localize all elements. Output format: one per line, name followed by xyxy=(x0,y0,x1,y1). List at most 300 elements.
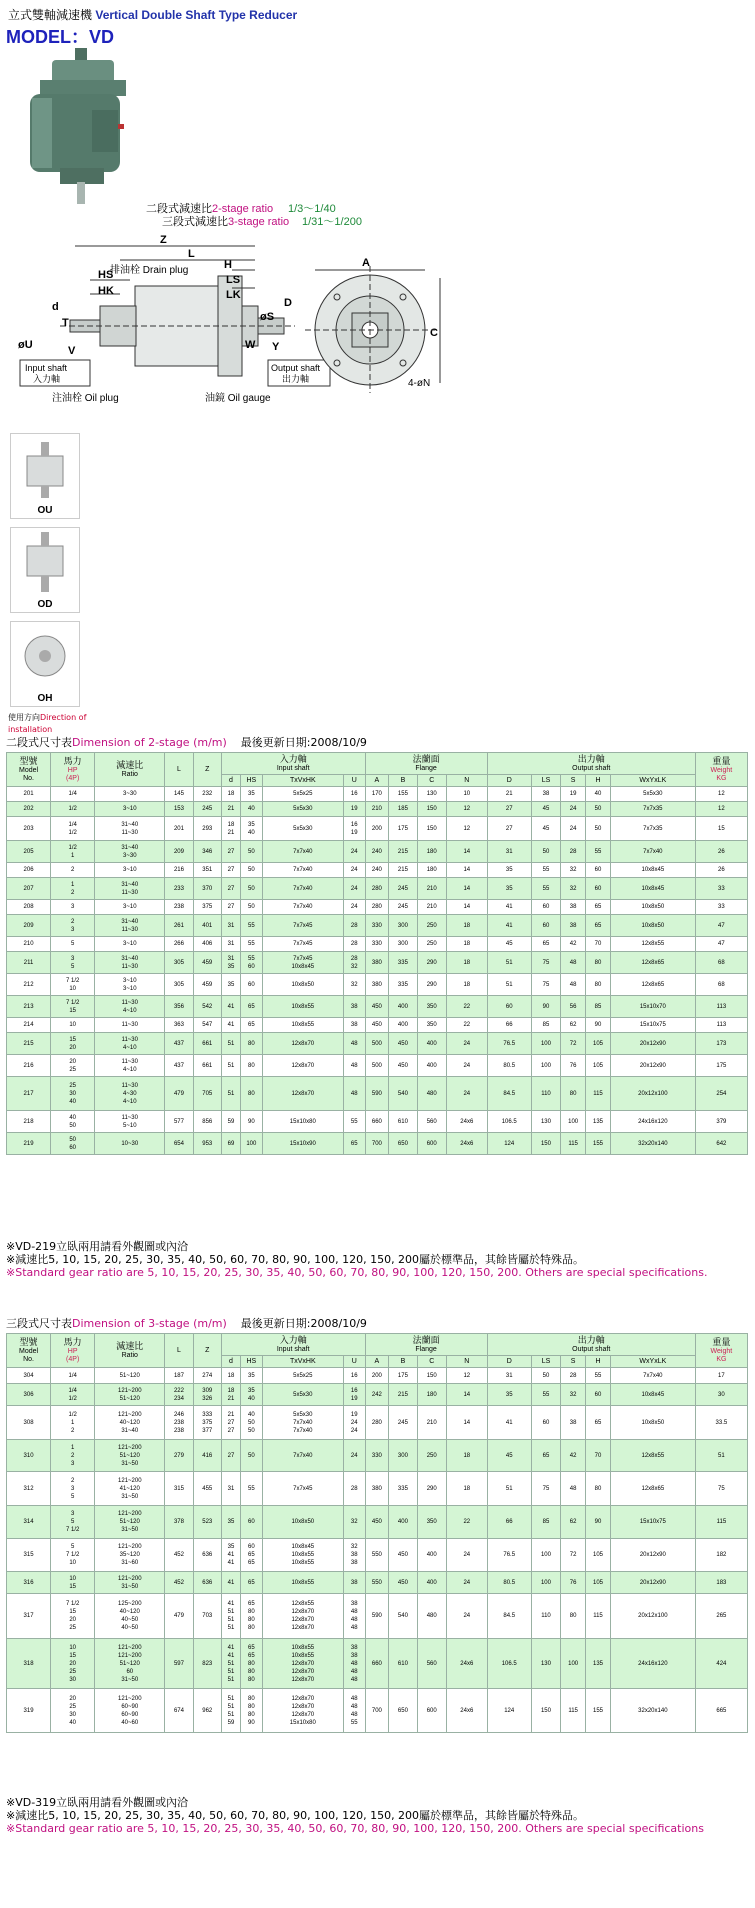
table-cell: 51 xyxy=(695,1440,747,1472)
header-sub-n: N xyxy=(446,775,487,787)
table-cell: 105 xyxy=(586,1055,611,1077)
table-cell: 856 xyxy=(193,1111,221,1133)
table-cell: 150 xyxy=(417,802,446,817)
table-cell: 32x20x140 xyxy=(610,1133,695,1155)
table-cell: 10x8x50 xyxy=(610,1406,695,1440)
table-cell: 80.5 xyxy=(487,1572,531,1594)
dim-z: Z xyxy=(160,234,167,246)
table-cell: 170 xyxy=(365,787,389,802)
table-cell: 182 xyxy=(695,1539,747,1572)
table-row xyxy=(7,1440,748,1472)
table-cell: 705 xyxy=(193,1077,221,1111)
table-cell: 547 xyxy=(193,1018,221,1033)
mount-od-label: OD xyxy=(37,599,53,610)
table-cell: 400 xyxy=(417,1572,446,1594)
table-cell: 207 xyxy=(7,878,51,900)
table-cell: 185 xyxy=(389,802,417,817)
table-cell: 28 xyxy=(344,937,366,952)
table-cell: 400 xyxy=(389,1506,417,1539)
header-ratio: 減速比 Ratio xyxy=(95,753,165,787)
table-cell: 65 65 80 80 80 xyxy=(241,1639,262,1689)
table-cell: 350 xyxy=(417,1506,446,1539)
table-cell: 12x8x70 xyxy=(262,1033,343,1055)
table-cell: 7x7x40 xyxy=(262,1440,343,1472)
table-cell: 290 xyxy=(417,1472,446,1506)
table-cell: 7x7x40 xyxy=(262,878,343,900)
table-cell: 10x8x55 xyxy=(262,996,343,1018)
header-sub-txvxhk: TxVxHK xyxy=(262,1356,343,1368)
ratio3-cn: 三段式減速比 xyxy=(162,216,228,228)
table-cell: 38 xyxy=(344,996,366,1018)
table-cell: 25 30 40 xyxy=(51,1077,95,1111)
table-cell: 38 xyxy=(561,1406,586,1440)
table-cell: 19 xyxy=(344,802,366,817)
table-cell: 12 xyxy=(446,817,487,841)
table-cell: 24 xyxy=(446,1055,487,1077)
table-cell: 245 xyxy=(389,1406,417,1440)
table-cell: 330 xyxy=(365,915,389,937)
table-cell: 610 xyxy=(389,1639,417,1689)
table-cell: 400 xyxy=(389,996,417,1018)
header-sub-c: C xyxy=(417,775,446,787)
table-cell: 380 xyxy=(365,952,389,974)
svg-text:三段式減速比3-stage ratio xyxy=(162,214,289,228)
table-cell: 60 xyxy=(586,1384,611,1406)
table-cell: 80.5 xyxy=(487,1055,531,1077)
table-cell: 65 xyxy=(241,1018,262,1033)
table-cell: 55 xyxy=(531,863,560,878)
dim-d-small: d xyxy=(52,301,59,313)
table-cell: 24 xyxy=(344,900,366,915)
table-cell: 35 xyxy=(241,787,262,802)
table-cell: 18 xyxy=(446,1440,487,1472)
table-cell: 14 xyxy=(446,900,487,915)
table-cell: 21 xyxy=(487,787,531,802)
table-cell: 10x8x50 xyxy=(262,1506,343,1539)
header-z: Z xyxy=(193,1334,221,1368)
table-cell: 11~30 4~10 xyxy=(95,1055,165,1077)
table-cell: 209 xyxy=(165,841,193,863)
table-cell: 60 xyxy=(531,915,560,937)
table-cell: 20x12x100 xyxy=(610,1594,695,1639)
table-cell: 14 xyxy=(446,841,487,863)
table-row xyxy=(7,787,748,802)
table-cell: 150 xyxy=(417,1368,446,1384)
table-cell: 175 xyxy=(389,1368,417,1384)
dim-hk: HK xyxy=(98,285,114,297)
table-cell: 50 xyxy=(241,1440,262,1472)
table-cell: 60 xyxy=(586,863,611,878)
table-cell: 7x7x40 xyxy=(262,863,343,878)
table-cell: 40 50 xyxy=(51,1111,95,1133)
table-cell: 309 326 xyxy=(193,1384,221,1406)
table-cell: 105 xyxy=(586,1572,611,1594)
table-cell: 24x16x120 xyxy=(610,1639,695,1689)
header-hp: 馬力 HP (4P) xyxy=(51,1334,95,1368)
table-cell: 290 xyxy=(417,974,446,996)
table-cell: 24 xyxy=(446,1539,487,1572)
table-cell: 68 xyxy=(695,952,747,974)
table-cell: 50 xyxy=(531,1368,560,1384)
table-cell: 32 xyxy=(344,1506,366,1539)
table-row xyxy=(7,841,748,863)
table-cell: 28 xyxy=(344,915,366,937)
table-cell: 20x12x90 xyxy=(610,1033,695,1055)
header-sub-wxyxlk: WxYxLK xyxy=(610,1356,695,1368)
table-row xyxy=(7,1077,748,1111)
table-cell: 60 xyxy=(531,900,560,915)
table-cell: 3 xyxy=(51,900,95,915)
header-sub-d: D xyxy=(487,1356,531,1368)
table-2stage xyxy=(6,752,748,1155)
table-cell: 240 xyxy=(365,841,389,863)
table-cell: 424 xyxy=(695,1639,747,1689)
table-cell: 550 xyxy=(365,1539,389,1572)
table-cell: 280 xyxy=(365,1406,389,1440)
ratio3-value: 1/31～1/200 xyxy=(302,216,362,228)
table-cell: 1 2 xyxy=(51,878,95,900)
table-cell: 155 xyxy=(586,1689,611,1733)
header-output-shaft: 出力軸 Output shaft xyxy=(487,753,695,775)
table-cell: 55 xyxy=(241,915,262,937)
table-cell: 210 xyxy=(7,937,51,952)
table-cell: 11~30 4~10 xyxy=(95,1033,165,1055)
table-cell: 66 xyxy=(487,1506,531,1539)
table-cell: 183 xyxy=(695,1572,747,1594)
table-cell: 330 xyxy=(365,1440,389,1472)
table-cell: 76.5 xyxy=(487,1539,531,1572)
table-cell: 18 xyxy=(446,952,487,974)
table-cell: 10 15 20 25 30 xyxy=(51,1639,95,1689)
table-row xyxy=(7,1472,748,1506)
table-cell: 175 xyxy=(695,1055,747,1077)
table-cell: 215 xyxy=(389,841,417,863)
table-cell: 38 xyxy=(561,900,586,915)
table-cell: 962 xyxy=(193,1689,221,1733)
table-cell: 14 xyxy=(446,1384,487,1406)
table-cell: 213 xyxy=(7,996,51,1018)
table-cell: 80 xyxy=(561,1594,586,1639)
table-cell: 121~200 51~120 xyxy=(95,1384,165,1406)
table-cell: 41 51 51 51 xyxy=(221,1594,240,1639)
table-cell: 7x7x40 xyxy=(610,1368,695,1384)
table-cell: 60 xyxy=(241,1506,262,1539)
table-cell: 130 xyxy=(531,1111,560,1133)
table-cell: 7x7x40 xyxy=(262,900,343,915)
table-cell: 2 3 xyxy=(51,915,95,937)
table-cell: 222 234 xyxy=(165,1384,193,1406)
header-weight: 重量 Weight KG xyxy=(695,1334,747,1368)
dimension-drawing xyxy=(0,48,500,428)
table-cell: 155 xyxy=(586,1133,611,1155)
table-cell: 3 5 7 1/2 xyxy=(51,1506,95,1539)
table-cell: 450 xyxy=(389,1055,417,1077)
table-cell: 28 xyxy=(344,1472,366,1506)
table-cell: 40 50 50 xyxy=(241,1406,262,1440)
table-cell: 32 xyxy=(344,974,366,996)
table-cell: 75 xyxy=(531,974,560,996)
table-cell: 55 xyxy=(531,878,560,900)
table-cell: 3~30 xyxy=(95,787,165,802)
table-cell: 121~200 35~120 31~60 xyxy=(95,1539,165,1572)
table-cell: 105 xyxy=(586,1033,611,1055)
table-row xyxy=(7,996,748,1018)
table-cell: 238 xyxy=(165,900,193,915)
table-cell: 12x8x70 xyxy=(262,1077,343,1111)
table-cell: 219 xyxy=(7,1133,51,1155)
table-cell: 18 xyxy=(446,1472,487,1506)
table-cell: 10x8x50 xyxy=(610,900,695,915)
table-cell: 27 xyxy=(487,817,531,841)
table-cell: 356 xyxy=(165,996,193,1018)
table-cell: 121~200 60~90 60~90 40~60 xyxy=(95,1689,165,1733)
table-row xyxy=(7,1133,748,1155)
table-cell: 121~200 121~200 51~120 60 31~50 xyxy=(95,1639,165,1689)
table-cell: 315 xyxy=(7,1539,51,1572)
dim-y: Y xyxy=(272,341,280,353)
table-cell: 115 xyxy=(586,1077,611,1111)
table-cell: 48 xyxy=(344,1033,366,1055)
table-cell: 18 xyxy=(446,974,487,996)
table-cell: 7 1/2 15 xyxy=(51,996,95,1018)
table-cell: 206 xyxy=(7,863,51,878)
table-cell: 7x7x45 10x8x45 xyxy=(262,952,343,974)
mount-oh xyxy=(10,621,80,707)
table-cell: 45 xyxy=(487,937,531,952)
table-cell: 80 80 80 90 xyxy=(241,1689,262,1733)
table-cell: 41 xyxy=(221,1572,240,1594)
table-cell: 12 xyxy=(446,802,487,817)
table-cell: 300 xyxy=(389,915,417,937)
table-cell: 205 xyxy=(7,841,51,863)
table-cell: 175 xyxy=(389,817,417,841)
table-cell: 45 xyxy=(531,817,560,841)
table-cell: 218 xyxy=(7,1111,51,1133)
table-cell: 250 xyxy=(417,937,446,952)
table-cell: 10 xyxy=(51,1018,95,1033)
table-cell: 27 xyxy=(221,900,240,915)
header-sub-c: C xyxy=(417,1356,446,1368)
table-cell: 12x8x65 xyxy=(610,974,695,996)
table-cell: 31~40 11~30 xyxy=(95,915,165,937)
table-cell: 300 xyxy=(389,1440,417,1472)
table-cell: 214 xyxy=(7,1018,51,1033)
table-cell: 45 xyxy=(531,802,560,817)
svg-text:入力軸: 入力軸 xyxy=(33,374,61,384)
table-cell: 18 xyxy=(221,787,240,802)
table-cell: 115 xyxy=(561,1133,586,1155)
table-cell: 70 xyxy=(586,937,611,952)
table-cell: 315 xyxy=(165,1472,193,1506)
table-cell: 24x6 xyxy=(446,1133,487,1155)
table-cell: 610 xyxy=(389,1111,417,1133)
table-cell: 15x10x70 xyxy=(610,996,695,1018)
ratio3-en: 3-stage ratio xyxy=(228,216,290,228)
table-cell: 24 xyxy=(446,1033,487,1055)
table-cell: 370 xyxy=(193,878,221,900)
table-cell: 35 xyxy=(487,878,531,900)
input-shaft-callout xyxy=(20,360,90,386)
table-cell: 50 xyxy=(241,878,262,900)
table-cell: 65 xyxy=(344,1133,366,1155)
table-cell: 80 xyxy=(241,1055,262,1077)
table-cell: 155 xyxy=(389,787,417,802)
table-cell: 20 25 30 40 xyxy=(51,1689,95,1733)
table-cell: 233 xyxy=(165,878,193,900)
table-cell: 400 xyxy=(417,1539,446,1572)
table-cell: 38 xyxy=(344,1572,366,1594)
section-3stage-title: 三段式尺寸表Dimension of 3-stage (m/m) 最後更新日期:2008/10/9 xyxy=(6,1317,367,1330)
table-cell: 700 xyxy=(365,1689,389,1733)
table-cell: 24 xyxy=(344,841,366,863)
header-output-shaft: 出力軸 Output shaft xyxy=(487,1334,695,1356)
table-cell: 180 xyxy=(417,863,446,878)
table-cell: 35 xyxy=(221,1506,240,1539)
table-cell: 21 xyxy=(221,802,240,817)
table-cell: 279 xyxy=(165,1440,193,1472)
header-sub-d: d xyxy=(221,775,240,787)
table-cell: 50 60 xyxy=(51,1133,95,1155)
table-cell: 113 xyxy=(695,1018,747,1033)
table-cell: 48 xyxy=(561,1472,586,1506)
table-cell: 12 xyxy=(695,787,747,802)
table-cell: 65 xyxy=(531,937,560,952)
table-cell: 31~40 11~30 xyxy=(95,952,165,974)
table-cell: 823 xyxy=(193,1639,221,1689)
mounting-note: 使用方向Direction of installation xyxy=(8,713,87,734)
table-cell: 115 xyxy=(561,1689,586,1733)
table-cell: 10x8x45 xyxy=(610,1384,695,1406)
dim-l: L xyxy=(188,248,195,260)
title-english: Vertical Double Shaft Type Reducer xyxy=(95,8,298,22)
table-cell: 31 xyxy=(221,937,240,952)
table-cell: 110 xyxy=(531,1077,560,1111)
table-cell: 48 48 48 55 xyxy=(344,1689,366,1733)
table-cell: 110 xyxy=(531,1594,560,1639)
table-cell: 15 xyxy=(695,817,747,841)
header-sub-ls: LS xyxy=(531,1356,560,1368)
table-cell: 38 38 48 48 48 xyxy=(344,1639,366,1689)
table-cell: 437 xyxy=(165,1055,193,1077)
table-cell: 66 xyxy=(487,1018,531,1033)
table-cell: 24 xyxy=(446,1594,487,1639)
table-cell: 32 xyxy=(561,863,586,878)
table-cell: 35 40 xyxy=(241,817,262,841)
table-row xyxy=(7,900,748,915)
table-cell: 28 32 xyxy=(344,952,366,974)
table-cell: 12x8x55 xyxy=(610,937,695,952)
table-cell: 41 41 51 51 51 xyxy=(221,1639,240,1689)
table-cell: 15x10x75 xyxy=(610,1018,695,1033)
table-cell: 1 2 3 xyxy=(51,1440,95,1472)
table-cell: 400 xyxy=(389,1018,417,1033)
table-cell: 50 xyxy=(241,900,262,915)
table-cell: 51 xyxy=(487,952,531,974)
table-cell: 211 xyxy=(7,952,51,974)
table-cell: 479 xyxy=(165,1594,193,1639)
table-cell: 35 41 41 xyxy=(221,1539,240,1572)
table-cell: 33 xyxy=(695,878,747,900)
table-cell: 42 xyxy=(561,937,586,952)
table-cell: 210 xyxy=(417,1406,446,1440)
table-cell: 15 20 xyxy=(51,1033,95,1055)
table-row xyxy=(7,974,748,996)
table-cell: 200 xyxy=(365,817,389,841)
table-cell: 24 xyxy=(344,863,366,878)
table-cell: 346 xyxy=(193,841,221,863)
table-cell: 265 xyxy=(695,1594,747,1639)
header-sub-h: H xyxy=(586,1356,611,1368)
table-cell: 106.5 xyxy=(487,1111,531,1133)
header-flange: 法蘭面 Flange xyxy=(365,753,487,775)
header-sub-wxyxlk: WxYxLK xyxy=(610,775,695,787)
header-sub-u: U xyxy=(344,1356,366,1368)
table-cell: 100 xyxy=(531,1033,560,1055)
table-cell: 245 xyxy=(389,900,417,915)
notes-2stage: ※VD-219立臥兩用請看外觀圖或內洽 ※減速比5, 10, 15, 20, 25, 30, 35, 40, 50, 60, 70, 80, 90, 100, 120, 150, 200屬於標準品，其餘皆屬於特殊品。 ※Standard gear ratio are 5, 10, 15, 20, 25, 30, 35, 40, 50, 60, 70, 80, 90, 100, 120, 150, 200. Others are special specifications. xyxy=(6,1240,708,1279)
table-cell: 540 xyxy=(389,1077,417,1111)
table-cell: 1/4 1/2 xyxy=(51,1384,95,1406)
table-row xyxy=(7,1506,748,1539)
table-cell: 16 19 xyxy=(344,1384,366,1406)
table-cell: 12x8x65 xyxy=(610,1472,695,1506)
table-cell: 47 xyxy=(695,915,747,937)
table-cell: 60 65 65 xyxy=(241,1539,262,1572)
table-cell: 11~30 xyxy=(95,1018,165,1033)
table-cell: 11~30 4~10 xyxy=(95,996,165,1018)
table-cell: 76 xyxy=(561,1055,586,1077)
table-cell: 65 xyxy=(586,1406,611,1440)
table-cell: 450 xyxy=(365,996,389,1018)
table-row xyxy=(7,1572,748,1594)
table-cell: 5x5x30 xyxy=(262,817,343,841)
table-cell: 201 xyxy=(165,817,193,841)
table-cell: 15x10x75 xyxy=(610,1506,695,1539)
table-cell: 12x8x70 12x8x70 12x8x70 15x10x80 xyxy=(262,1689,343,1733)
table-cell: 51 xyxy=(487,1472,531,1506)
table-cell: 31~40 11~30 xyxy=(95,817,165,841)
table-cell: 7x7x35 xyxy=(610,802,695,817)
table-row xyxy=(7,817,748,841)
table-cell: 31~40 3~30 xyxy=(95,841,165,863)
table-cell: 1/4 xyxy=(51,787,95,802)
table-cell: 27 xyxy=(221,863,240,878)
table-cell: 19 xyxy=(561,787,586,802)
table-cell: 41 xyxy=(487,900,531,915)
table-cell: 55 xyxy=(531,1384,560,1406)
svg-text:二段式減速比2-stage ratio xyxy=(146,201,273,215)
table-cell: 665 xyxy=(695,1689,747,1733)
table-row xyxy=(7,1639,748,1689)
table-cell: 245 xyxy=(389,878,417,900)
header-l: L xyxy=(165,1334,193,1368)
table-cell: 51 xyxy=(487,974,531,996)
table-cell: 55 xyxy=(586,841,611,863)
table-cell: 31 xyxy=(487,841,531,863)
table-cell: 121~200 51~120 31~50 xyxy=(95,1506,165,1539)
table-cell: 250 xyxy=(417,915,446,937)
table-cell: 51 xyxy=(221,1077,240,1111)
table-cell: 305 xyxy=(165,974,193,996)
table-cell: 416 xyxy=(193,1440,221,1472)
table-cell: 953 xyxy=(193,1133,221,1155)
table-cell: 32x20x140 xyxy=(610,1689,695,1733)
table-cell: 215 xyxy=(7,1033,51,1055)
table-cell: 3~10 xyxy=(95,937,165,952)
dim-u: øU xyxy=(18,339,33,351)
dim-ls: LS xyxy=(226,274,241,286)
dim-t: T xyxy=(62,317,69,329)
